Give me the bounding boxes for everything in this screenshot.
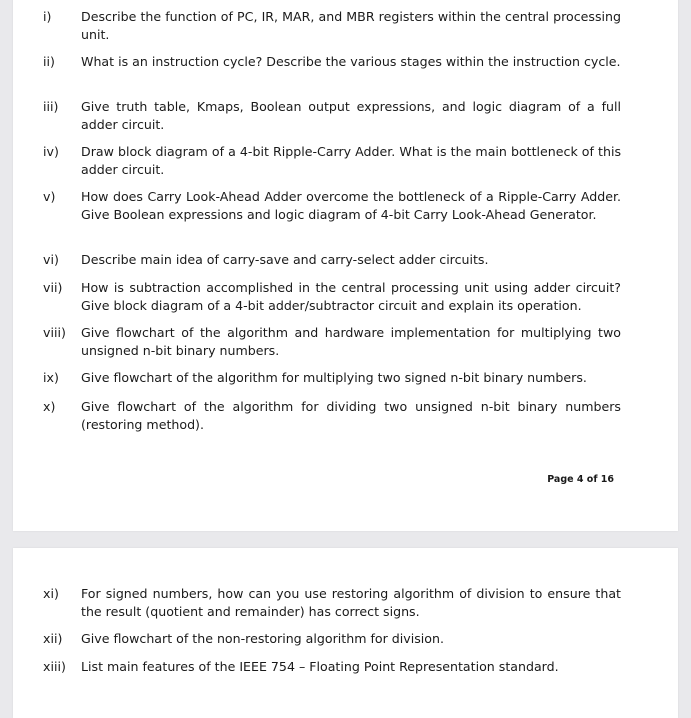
question-text: Give flowchart of the algorithm for multiplying two signed n-bit binary numbers. (81, 370, 587, 385)
question-number: iv) (43, 144, 59, 159)
question-text: For signed numbers, how can you use restoring algorithm of division to ensure that the result (quotient and remainder) has correct signs. (81, 586, 621, 619)
question-text: Give truth table, Kmaps, Boolean output expressions, and logic diagram of a full adder circuit. (81, 99, 621, 132)
question-number: xi) (43, 586, 59, 601)
question-text: What is an instruction cycle? Describe the various stages within the instruction cycle. (81, 54, 621, 69)
document-page-5 (13, 548, 678, 718)
document-page-4 (13, 0, 678, 531)
question-item (43, 585, 621, 621)
question-item (43, 251, 621, 269)
question-text: How does Carry Look-Ahead Adder overcome the bottleneck of a Ripple-Carry Adder. Give Boolean expressions and logic diagram of 4-bit Carry Look-Ahead Generator. (81, 189, 621, 222)
question-number: xiii) (43, 659, 66, 674)
question-item (43, 279, 621, 315)
question-item (43, 324, 621, 360)
question-number: vii) (43, 280, 63, 295)
question-number: viii) (43, 325, 66, 340)
question-number: ix) (43, 370, 59, 385)
question-text: Give flowchart of the non-restoring algorithm for division. (81, 631, 444, 646)
question-number: ii) (43, 54, 55, 69)
question-number: i) (43, 9, 52, 24)
question-item (43, 369, 621, 387)
page-number-footer: Page 4 of 16 (547, 474, 614, 485)
question-number: vi) (43, 252, 59, 267)
question-item (43, 53, 621, 71)
question-text: List main features of the IEEE 754 – Floating Point Representation standard. (81, 659, 559, 674)
question-text: Draw block diagram of a 4-bit Ripple-Carry Adder. What is the main bottleneck of this adder circuit. (81, 144, 621, 177)
question-text: Give flowchart of the algorithm for dividing two unsigned n-bit binary numbers (restoring method). (81, 399, 621, 432)
question-item (43, 8, 621, 44)
question-text: Give flowchart of the algorithm and hardware implementation for multiplying two unsigned n-bit binary numbers. (81, 325, 621, 358)
question-number: iii) (43, 99, 59, 114)
question-item (43, 630, 621, 648)
question-text: Describe the function of PC, IR, MAR, and MBR registers within the central processing unit. (81, 9, 621, 42)
question-number: xii) (43, 631, 63, 646)
question-item (43, 98, 621, 134)
question-number: x) (43, 399, 56, 414)
question-item (43, 188, 621, 224)
question-item (43, 143, 621, 179)
question-number: v) (43, 189, 56, 204)
question-text: How is subtraction accomplished in the central processing unit using adder circuit? Give block diagram of a 4-bit adder/subtractor circuit and explain its operation. (81, 280, 621, 313)
question-item (43, 658, 621, 676)
question-item (43, 398, 621, 434)
question-text: Describe main idea of carry-save and carry-select adder circuits. (81, 252, 489, 267)
